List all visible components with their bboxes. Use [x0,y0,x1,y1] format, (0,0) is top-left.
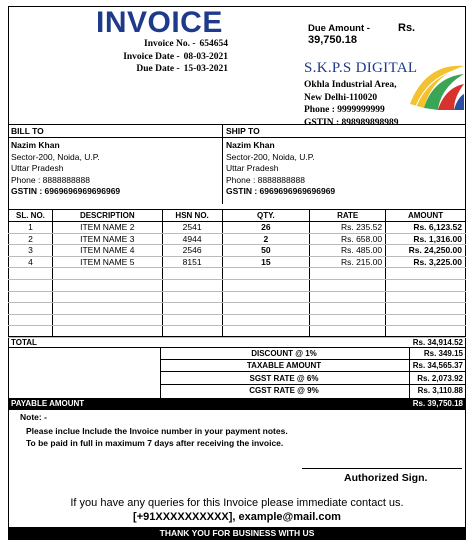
cell-hsn: 2546 [162,245,222,257]
cell-sl: 3 [9,245,53,257]
company-phone: Phone : 9999999999 [304,105,385,115]
due-date-row [98,63,228,76]
col-header-qty: QTY. [222,210,310,222]
cell-description: ITEM NAME 5 [52,256,162,268]
cell-amount: Rs. 3,225.00 [386,256,466,268]
bill-to-gstin: GSTIN : 6969696969696969 [11,186,121,196]
contact-details: [+91XXXXXXXXXX], example@mail.com [133,511,341,523]
cell-sl: 2 [9,233,53,245]
items-table [8,209,466,338]
cell-qty: 2 [222,233,310,245]
contact-line: If you have any queries for this Invoice please immediate contact us. [70,497,404,509]
cell-hsn: 8151 [162,256,222,268]
discount-value: Rs. 349.15 [423,349,463,358]
invoice-page [8,6,466,540]
sgst-label: SGST RATE @ 6% [249,374,319,383]
invoice-meta [98,38,228,76]
empty-row [9,303,466,315]
cell-rate: Rs. 658.00 [310,233,386,245]
bill-to-phone: Phone : 8888888888 [11,174,90,185]
bill-to-name: Nazim Khan [11,140,60,150]
bill-to-state: Uttar Pradesh [11,163,64,173]
company-gstin: GSTIN : 898989898989 [304,117,399,128]
cell-qty: 15 [222,256,310,268]
bill-to-address: Sector-200, Noida, U.P. [11,151,100,162]
taxable-label: TAXABLE AMOUNT [246,361,322,370]
bill-to-body [8,138,222,200]
discount-row [160,348,466,360]
sgst-row [160,373,466,385]
ship-to-state: Uttar Pradesh [226,163,279,173]
payable-value: Rs. 39,750.18 [412,399,463,408]
table-row [9,256,466,268]
due-amount-label: Due Amount - [308,23,370,34]
ship-to-name: Nazim Khan [226,140,275,150]
company-address-1: Okhla Industrial Area, [304,80,397,90]
cell-sl: 4 [9,256,53,268]
col-header-description: DESCRIPTION [52,210,162,222]
col-header-rate: RATE [310,210,386,222]
company-logo-icon [406,58,466,110]
table-row [9,222,466,234]
notes-line-2: To be paid in full in maximum 7 days after receiving the invoice. [26,438,284,448]
cell-description: ITEM NAME 4 [52,245,162,257]
cell-rate: Rs. 485.00 [310,245,386,257]
ship-to-address: Sector-200, Noida, U.P. [226,151,315,162]
cell-qty: 26 [222,222,310,234]
authorized-signature: Authorized Sign. [344,472,428,484]
cell-amount: Rs. 1,316.00 [386,233,466,245]
thank-you-banner: THANK YOU FOR BUSINESS WITH US [8,527,466,539]
invoice-number-label: Invoice No. - [144,39,196,49]
invoice-date-row [98,51,228,64]
due-amount: Rs. 39,750.18 [308,22,416,46]
col-header-amount: AMOUNT [386,210,466,222]
cell-hsn: 4944 [162,233,222,245]
company-address-2: New Delhi-110020 [304,92,378,103]
empty-row [9,314,466,326]
sgst-value: Rs. 2,073.92 [417,374,463,383]
invoice-number: 654654 [199,39,228,49]
ship-to-gstin: GSTIN : 6969696969696969 [226,186,336,196]
invoice-date: 08-03-2021 [183,51,228,62]
bill-to-block [8,124,223,204]
cell-hsn: 2541 [162,222,222,234]
table-row [9,233,466,245]
col-header-sl: SL. NO. [9,210,53,222]
cell-description: ITEM NAME 2 [52,222,162,234]
cgst-label: CGST RATE @ 9% [249,386,319,395]
discount-label: DISCOUNT @ 1% [251,349,317,358]
invoice-number-row [98,38,228,51]
payable-label: PAYABLE AMOUNT [11,399,85,408]
taxable-value: Rs. 34,565.37 [412,361,463,370]
total-value: Rs. 34,914.52 [412,338,463,347]
cell-sl: 1 [9,222,53,234]
ship-to-block [223,124,466,204]
table-row [9,245,466,257]
signature-line [302,468,462,469]
ship-to-body [223,138,466,200]
notes-heading: Note: - [20,412,47,422]
total-label: TOTAL [11,338,37,347]
invoice-date-label: Invoice Date - [123,51,180,62]
cgst-row [160,385,466,397]
empty-row [9,268,466,280]
items-table-header [9,210,466,222]
notes-line-1: Please inclue Include the Invoice number in your payment notes. [26,426,288,436]
ship-to-heading: SHIP TO [223,124,466,138]
payable-row [8,398,466,410]
cell-qty: 50 [222,245,310,257]
cell-amount: Rs. 6,123.52 [386,222,466,234]
invoice-title: INVOICE [96,6,223,39]
total-row [8,336,466,348]
notes-section [8,410,466,480]
cell-rate: Rs. 215.00 [310,256,386,268]
company-name: S.K.P.S DIGITAL [304,60,418,76]
cell-rate: Rs. 235.52 [310,222,386,234]
cell-description: ITEM NAME 3 [52,233,162,245]
due-date-label: Due Date - [136,64,180,74]
cgst-value: Rs. 3,110.88 [417,386,463,395]
cell-amount: Rs. 24,250.00 [386,245,466,257]
bill-ship-section [8,124,466,204]
bill-to-heading: BILL TO [8,124,222,138]
due-date: 15-03-2021 [183,64,228,74]
due-amount-block [308,22,466,46]
col-header-hsn: HSN NO. [162,210,222,222]
taxable-row [160,360,466,372]
empty-row [9,279,466,291]
empty-row [9,291,466,303]
ship-to-phone: Phone : 8888888888 [226,174,305,185]
